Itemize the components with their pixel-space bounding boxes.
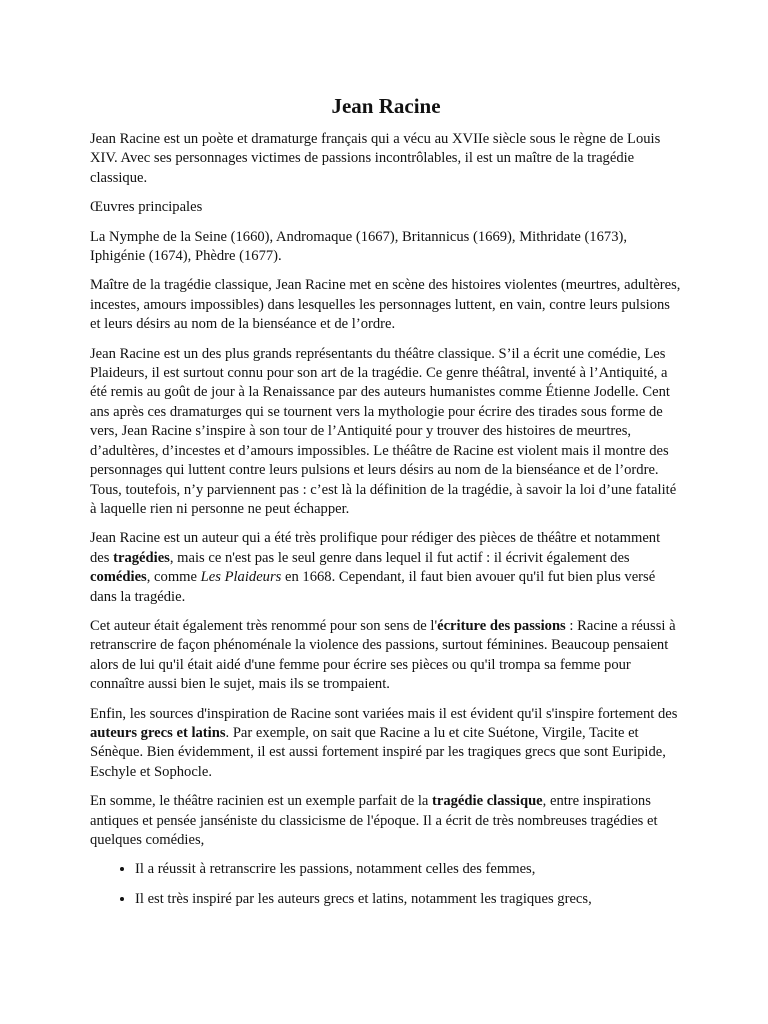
text-run: , mais ce n'est pas le seul genre dans lequel il fut actif : il écrivit également des xyxy=(169,549,630,566)
text-run: Jean Racine est un auteur qui a été très prolifique pour rédiger des pièces de théâtre et notamment des xyxy=(90,530,661,566)
text-run: Enfin, les sources d'inspiration de Racine sont variées mais il est évident qu'il s'inspire fortement des xyxy=(90,705,678,722)
text-run: , comme xyxy=(146,569,201,586)
prolific-paragraph xyxy=(90,529,682,607)
text-run: Cet auteur était également très renommé pour son sens de l' xyxy=(90,617,438,634)
bold-text-tragedies: tragédies xyxy=(113,549,170,566)
italic-text-les-plaideurs: Les Plaideurs xyxy=(200,569,282,586)
bold-text-comedies: comédies xyxy=(90,569,147,586)
list-item: • Il a réussit à retranscrire les passions, notamment celles des femmes, xyxy=(135,860,682,879)
passions-paragraph xyxy=(90,617,682,695)
text-run: En somme, le théâtre racinien est un exemple parfait de la xyxy=(90,793,432,810)
bold-text-tragedie-classique: tragédie classique xyxy=(432,793,543,810)
document-page xyxy=(90,92,682,919)
classic-theatre-paragraph: Jean Racine est un des plus grands représentants du théâtre classique. S’il a écrit une comédie, Les Plaideurs, il est surtout connu pour son art de la tragédie. Ce genre théâtral, inventé à l’Antiquité, a été remis au goût de jour à la Renaissance par des auteurs humanistes comme Étienne Jodelle. Cent ans après ces dramaturges qui se tournent vers la mythologie pour écrire des tirades sous forme de vers, Jean Racine s’inspire à son tour de l’Antiquité pour y trouver des histoires de meurtres, d’adultères, d’incestes et d’amours impossibles. Le théâtre de Racine est violent mais il montre des personnages qui luttent contre leurs pulsions et leurs désirs au nom de la bienséance et de l’ordre. Tous, toutefois, n’y parviennent pas : c’est là la définition de la tragédie, à savoir la loi d’une fatalité à laquelle rien ni personne ne peut échapper. xyxy=(90,345,677,517)
text-run: en 1668. Cependant, il faut bien avouer qu'il fut bien plus versé dans la tragédie. xyxy=(90,569,656,605)
sources-paragraph xyxy=(90,705,682,783)
page-title: Jean Racine xyxy=(331,94,441,118)
works-list-paragraph: La Nymphe de la Seine (1660), Andromaque (1667), Britannicus (1669), Mithridate (1673), Iphigénie (1674), Phèdre (1677). xyxy=(90,228,628,265)
works-heading: Œuvres principales xyxy=(90,199,203,216)
tragedy-paragraph: Maître de la tragédie classique, Jean Racine met en scène des histoires violentes (meurtres, adultères, incestes, amours impossibles) dans lesquelles les personnages luttent, en vain, contre leurs pulsions et leurs désirs au nom de la bienséance et de l’ordre. xyxy=(90,277,681,333)
text-run: , entre inspirations antiques et pensée janséniste du classicisme de l'époque. Il a écrit de très nombreuses tragédies et quelques comédies, xyxy=(90,793,658,848)
text-run: : Racine a réussi à retranscrire de façon phénoménale la violence des passions, surtout féminines. Beaucoup pensaient alors de lui qu'il était aidé d'une femme pour écrire ses pièces ou qu'il trompa sa femme pour connaître aussi bien le sujet, mais ils se trompaient. xyxy=(90,617,676,693)
bullet-list xyxy=(90,860,682,909)
bold-text-ecriture-des-passions: écriture des passions xyxy=(437,617,566,634)
intro-paragraph: Jean Racine est un poète et dramaturge français qui a vécu au XVIIe siècle sous le règne de Louis XIV. Avec ses personnages victimes de passions incontrôlables, il est un maître de la tragédie classique. xyxy=(90,131,661,186)
bold-text-auteurs-grecs-et-latins: auteurs grecs et latins xyxy=(90,724,226,741)
list-item: • Il est très inspiré par les auteurs grecs et latins, notamment les tragiques grecs, xyxy=(135,890,682,909)
text-run: . Par exemple, on sait que Racine a lu et cite Suétone, Virgile, Tacite et Sénèque. Bien évidemment, il est aussi fortement inspiré par les tragiques grecs que sont Euripide, Eschyle et Sophocle. xyxy=(90,724,666,780)
summary-paragraph xyxy=(90,792,682,850)
